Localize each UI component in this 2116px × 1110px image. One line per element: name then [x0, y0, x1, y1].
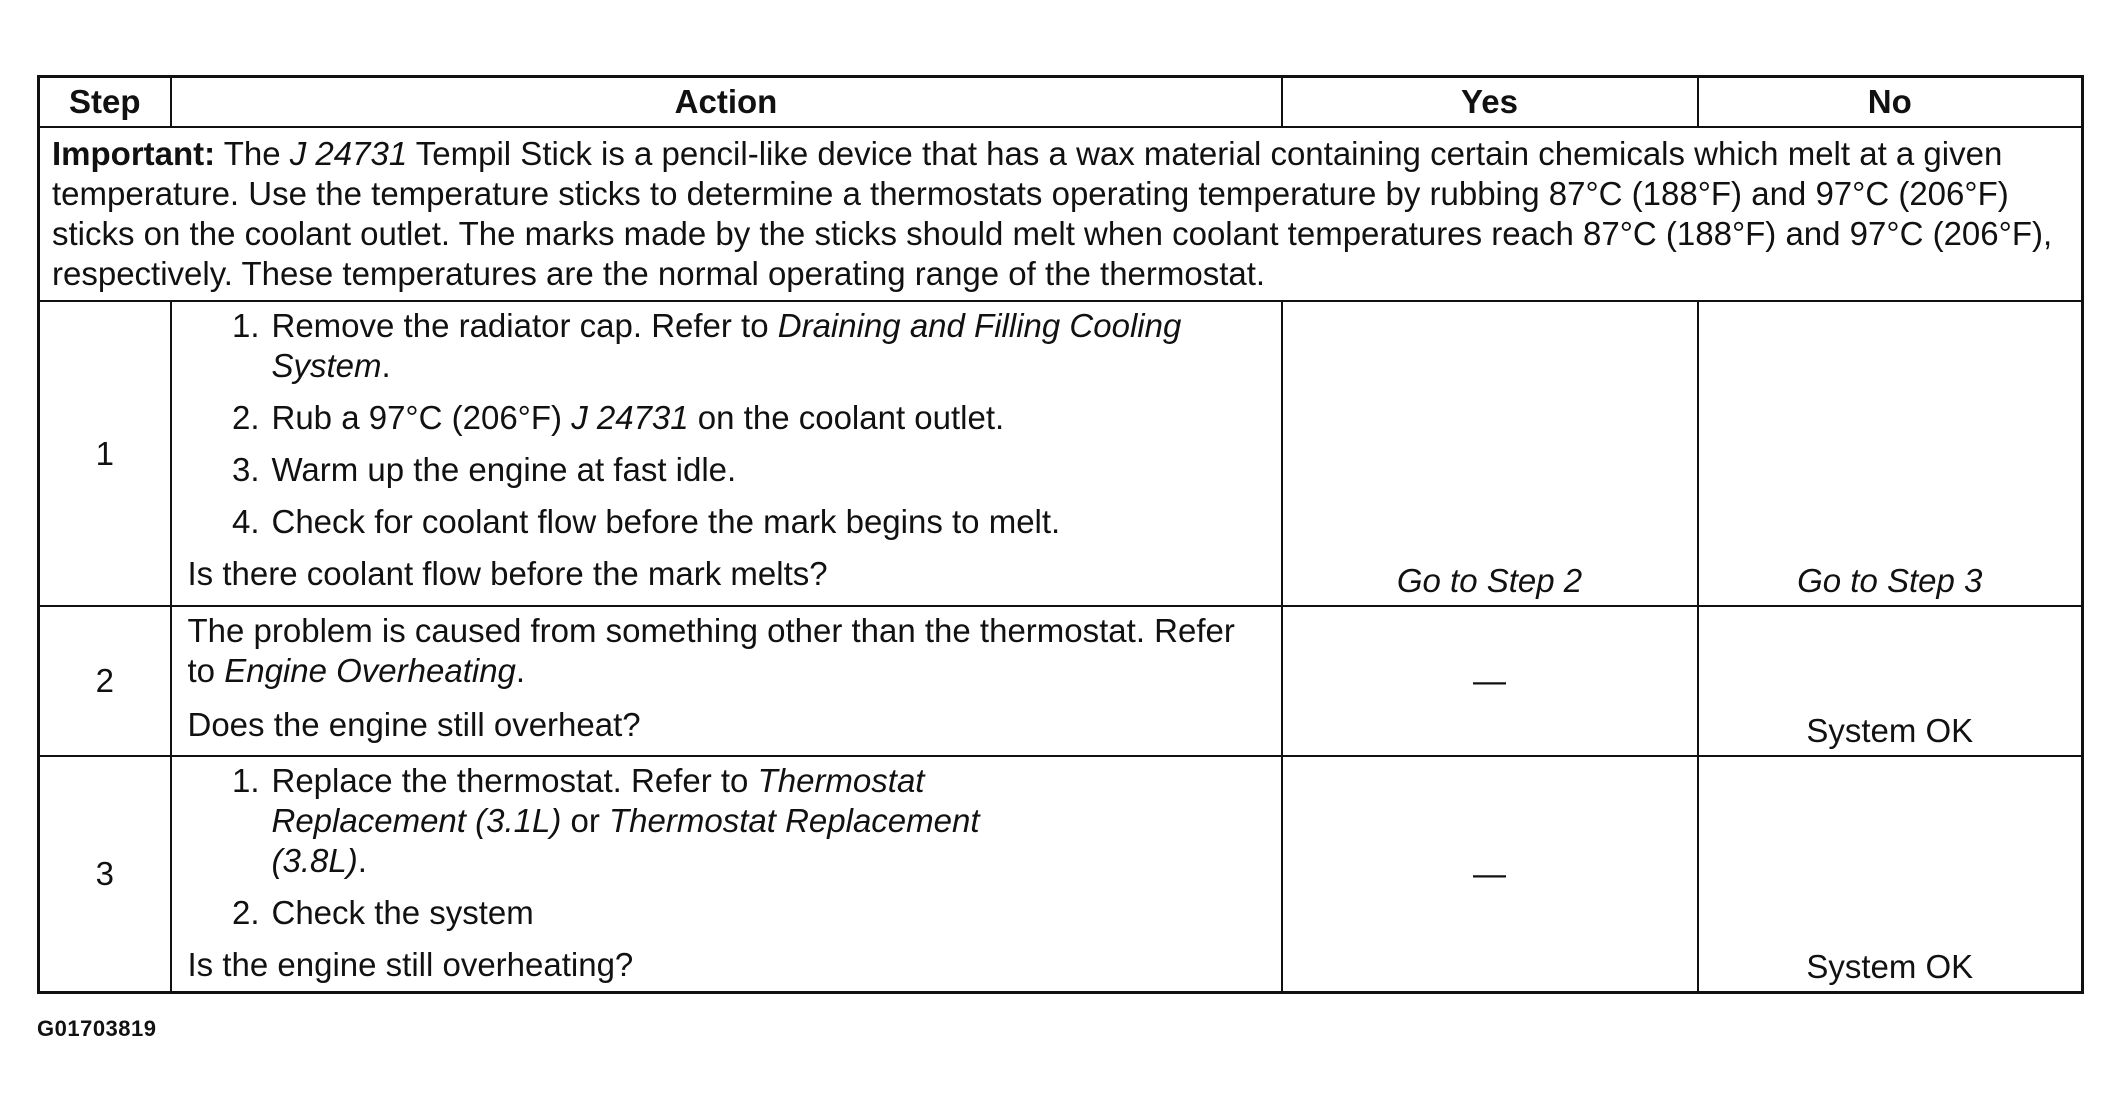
- list-number: 2.: [231, 399, 260, 436]
- yes-cell: [1282, 756, 1698, 993]
- list-item: [188, 502, 1265, 542]
- important-tool: J 24731: [289, 135, 408, 172]
- table-row-step-1: [39, 301, 2083, 606]
- paragraph-text: .: [515, 652, 526, 689]
- diagnostic-table: [37, 75, 2084, 994]
- step-question: Does the engine still overheat?: [187, 706, 641, 743]
- paragraph-text: The problem is caused from something other than the thermostat. Refer to: [187, 612, 1235, 689]
- list-item: [188, 450, 1265, 490]
- list-item: [188, 761, 1265, 881]
- no-cell: [1698, 756, 2083, 993]
- important-text-1: The: [215, 135, 290, 172]
- yes-answer: —: [1473, 662, 1506, 699]
- step-number: 2: [39, 606, 171, 756]
- reference-link-text: Draining and Filling Cooling System: [271, 307, 1182, 384]
- step-question: Is the engine still overheating?: [187, 946, 634, 983]
- yes-cell: [1282, 606, 1698, 756]
- action-cell: [171, 301, 1282, 606]
- no-answer: Go to Step 3: [1797, 562, 1983, 599]
- header-no: No: [1698, 77, 2083, 128]
- list-number: 3.: [231, 451, 260, 488]
- important-note: [39, 127, 2083, 301]
- action-list: [188, 306, 1265, 542]
- list-text: Check the system: [271, 894, 534, 931]
- step-question: Is there coolant flow before the mark melts?: [187, 555, 828, 592]
- yes-answer: Go to Step 2: [1396, 562, 1583, 599]
- list-text-part: or: [561, 802, 610, 839]
- action-paragraph: [188, 611, 1265, 691]
- list-item: [188, 398, 1265, 438]
- list-number: 4.: [231, 503, 260, 540]
- list-text: [272, 306, 1265, 386]
- reference-link-text: Engine Overheating: [224, 652, 516, 689]
- list-number: 1.: [231, 762, 260, 799]
- action-cell: [171, 606, 1282, 756]
- important-row: [39, 127, 2083, 301]
- reference-link-text: Thermostat Replacement (3.1L): [271, 762, 925, 839]
- list-item: [188, 893, 1265, 933]
- list-text-part: Remove the radiator cap. Refer to: [271, 307, 778, 344]
- header-row: [39, 77, 2083, 128]
- reference-link-text: Thermostat Replacement (3.8L): [271, 802, 980, 879]
- no-answer: System OK: [1806, 712, 1974, 749]
- list-text: [272, 761, 1012, 881]
- list-text-part: .: [381, 347, 391, 384]
- list-item: [188, 306, 1265, 386]
- no-cell: [1698, 606, 2083, 756]
- figure-code: G01703819: [37, 1016, 157, 1041]
- step-number: 1: [39, 301, 171, 606]
- list-text: Warm up the engine at fast idle.: [271, 451, 737, 488]
- list-text-part: Rub a 97°C (206°F): [271, 399, 572, 436]
- table-row-step-2: [39, 606, 2083, 756]
- yes-cell: [1282, 301, 1698, 606]
- list-number: 2.: [231, 894, 260, 931]
- no-cell: [1698, 301, 2083, 606]
- list-text: Check for coolant flow before the mark begins to melt.: [271, 503, 1061, 540]
- step-number: 3: [39, 756, 171, 993]
- action-cell: [171, 756, 1282, 993]
- important-label: Important:: [52, 135, 216, 172]
- list-number: 1.: [231, 307, 260, 344]
- header-step: Step: [39, 77, 171, 128]
- header-action: Action: [171, 77, 1282, 128]
- header-yes: Yes: [1282, 77, 1698, 128]
- list-text: [272, 398, 1265, 438]
- important-text-2: Tempil Stick is a pencil-like device that has a wax material containing certain chemicals which melt at a given temperature. Use the temperature sticks to determine a thermostats operating temperature by rubbing 87°C (188°F) and 97°C (206°F) sticks on the coolant outlet. The marks made by the sticks should melt when coolant temperatures reach 87°C (188°F) and 97°C (206°F), respectively. These temperatures are the normal operating range of the thermostat.: [52, 135, 2053, 292]
- list-text-part: on the coolant outlet.: [688, 399, 1005, 436]
- no-answer: System OK: [1806, 948, 1974, 985]
- tool-number: J 24731: [571, 399, 689, 436]
- action-list: [188, 761, 1265, 933]
- list-text-part: Replace the thermostat. Refer to: [271, 762, 758, 799]
- yes-answer: —: [1473, 855, 1506, 892]
- list-text-part: .: [357, 842, 367, 879]
- table-row-step-3: [39, 756, 2083, 993]
